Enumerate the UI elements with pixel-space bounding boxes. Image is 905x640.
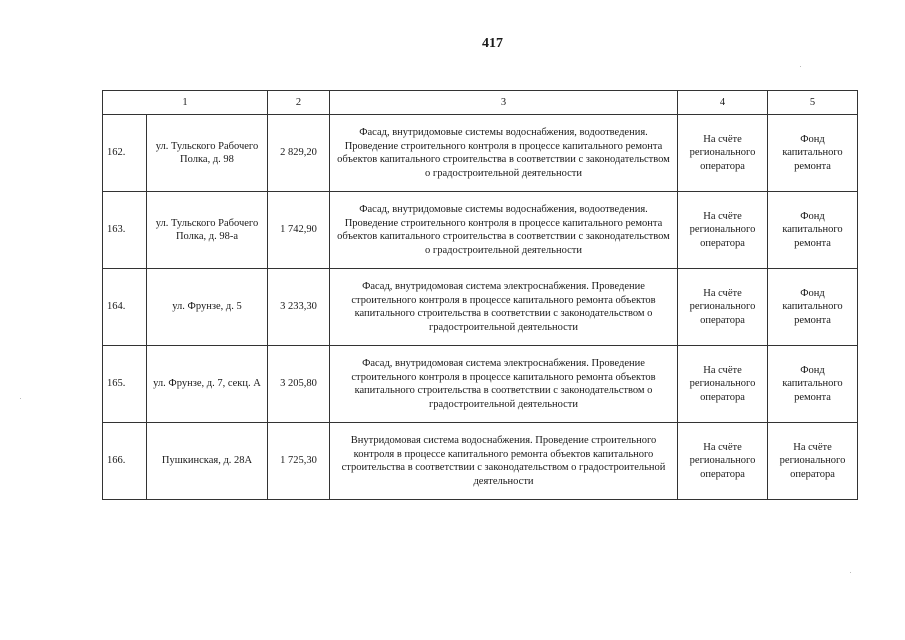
building-address: ул. Тульского Рабочего Полка, д. 98	[147, 115, 268, 192]
table-row	[103, 423, 858, 500]
repair-works: Фасад, внутридомовые системы водоснабжения, водоотведения. Проведение строительного контроля в процессе капитального ремонта объектов капитального строительства в соответствии с законодательством о градостроительной деятельности	[330, 192, 678, 269]
building-area: 2 829,20	[268, 115, 330, 192]
column-number-4: 4	[678, 91, 768, 115]
page-number: 417	[482, 36, 503, 51]
funding-source: Фонд капитального ремонта	[768, 269, 858, 346]
building-address: Пушкинская, д. 28А	[147, 423, 268, 500]
table-row	[103, 115, 858, 192]
funding-source: Фонд капитального ремонта	[768, 192, 858, 269]
row-number: 166.	[103, 423, 147, 500]
scan-speck	[850, 572, 851, 573]
column-number-5: 5	[768, 91, 858, 115]
fund-holder: На счёте регионального оператора	[678, 269, 768, 346]
row-number: 163.	[103, 192, 147, 269]
row-number: 165.	[103, 346, 147, 423]
building-address: ул. Тульского Рабочего Полка, д. 98-а	[147, 192, 268, 269]
fund-holder: На счёте регионального оператора	[678, 192, 768, 269]
column-number-row	[103, 91, 858, 115]
funding-source: На счёте регионального оператора	[768, 423, 858, 500]
building-address: ул. Фрунзе, д. 7, секц. А	[147, 346, 268, 423]
column-number-2: 2	[268, 91, 330, 115]
fund-holder: На счёте регионального оператора	[678, 346, 768, 423]
repair-works: Внутридомовая система водоснабжения. Проведение строительного контроля в процессе капитального ремонта объектов капитального строительства в соответствии с законодательством о градостроительной деятельности	[330, 423, 678, 500]
building-area: 3 205,80	[268, 346, 330, 423]
repair-works: Фасад, внутридомовая система электроснабжения. Проведение строительного контроля в процессе капитального ремонта объектов капитального строительства в соответствии с законодательством о градостроительной деятельности	[330, 346, 678, 423]
row-number: 162.	[103, 115, 147, 192]
table-row	[103, 269, 858, 346]
funding-source: Фонд капитального ремонта	[768, 115, 858, 192]
fund-holder: На счёте регионального оператора	[678, 115, 768, 192]
table-row	[103, 192, 858, 269]
column-number-1: 1	[103, 91, 268, 115]
table-row	[103, 346, 858, 423]
funding-source: Фонд капитального ремонта	[768, 346, 858, 423]
building-address: ул. Фрунзе, д. 5	[147, 269, 268, 346]
scan-speck	[800, 66, 801, 67]
scan-speck	[20, 398, 21, 399]
building-area: 1 725,30	[268, 423, 330, 500]
fund-holder: На счёте регионального оператора	[678, 423, 768, 500]
column-number-3: 3	[330, 91, 678, 115]
row-number: 164.	[103, 269, 147, 346]
capital-repair-table	[102, 90, 858, 500]
repair-works: Фасад, внутридомовая система электроснабжения. Проведение строительного контроля в процессе капитального ремонта объектов капитального строительства в соответствии с законодательством о градостроительной деятельности	[330, 269, 678, 346]
repair-works: Фасад, внутридомовые системы водоснабжения, водоотведения. Проведение строительного контроля в процессе капитального ремонта объектов капитального строительства в соответствии с законодательством о градостроительной деятельности	[330, 115, 678, 192]
building-area: 1 742,90	[268, 192, 330, 269]
building-area: 3 233,30	[268, 269, 330, 346]
